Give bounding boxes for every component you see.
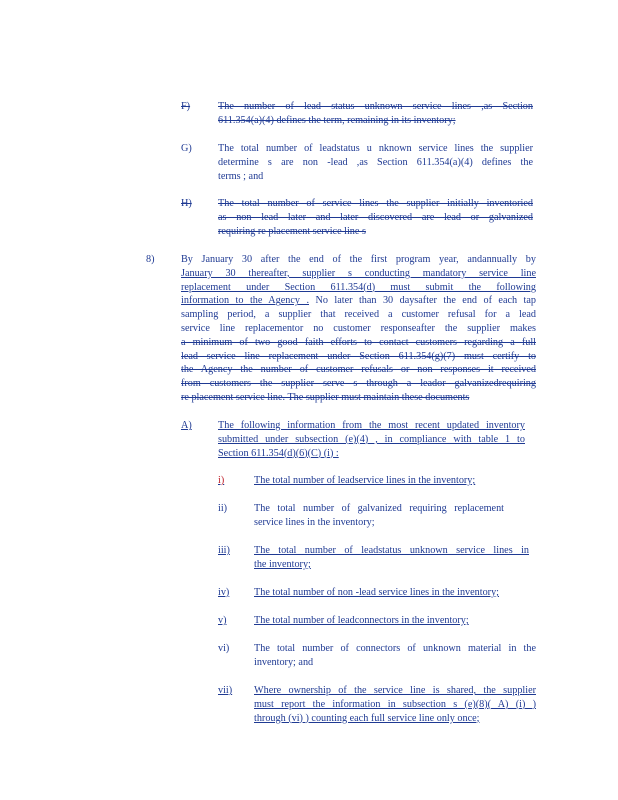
item-text-F bbox=[218, 100, 533, 128]
text-line: By January 30 after the end of the first program year, andannually by bbox=[181, 254, 536, 265]
text-line: terms ; and bbox=[218, 170, 264, 182]
item-label-v: v) bbox=[218, 615, 227, 626]
text-line: sampling period, a supplier that received a customer refusal for a lead bbox=[181, 309, 536, 321]
text-line: service lines in the inventory; bbox=[254, 516, 375, 528]
text-line: The total number of leadstatus u nknown service lines the supplier bbox=[218, 143, 533, 154]
text-fragment: No later than 30 daysafter the end of each tap bbox=[315, 295, 537, 307]
item-text-ii bbox=[254, 502, 504, 530]
item-text-G bbox=[218, 142, 533, 183]
item-label-G: G) bbox=[181, 143, 192, 154]
text-line: lead service line replacement under Section 611.354(g)(7) must certify to bbox=[181, 350, 536, 362]
text-line: inventory; and bbox=[254, 656, 314, 668]
text-line: the inventory; bbox=[254, 558, 311, 570]
text-line: replacement under Section 611.354(d) must submit the following bbox=[181, 281, 536, 293]
item-label-A: A) bbox=[181, 420, 192, 431]
text-line: submitted under subsection (e)(4) , in compliance with table 1 to bbox=[218, 433, 525, 445]
text-line: The total number of galvanized requiring replacement bbox=[254, 503, 504, 514]
text-line: must report the information in subsection s (e)(8)( A) (i) ) bbox=[254, 698, 536, 710]
item-label-iv: iv) bbox=[218, 587, 230, 598]
text-line: January 30 thereafter, supplier s conducting mandatory service line bbox=[181, 267, 536, 279]
text-line: The following information from the most recent updated inventory bbox=[218, 420, 525, 431]
item-label-iii: iii) bbox=[218, 545, 230, 556]
item-text-vii bbox=[254, 684, 536, 725]
text-line: as non lead later and later discovered are lead or galvanized bbox=[218, 211, 533, 223]
item-label-i: i) bbox=[218, 475, 225, 486]
item-label-vi: vi) bbox=[218, 643, 230, 654]
text-line: service line replacementor no customer responseafter the supplier makes bbox=[181, 322, 536, 334]
text-line: The total number of service lines the supplier initially inventoried bbox=[218, 198, 533, 209]
text-line: 611.354(a)(4) defines the term, remaining in its inventory; bbox=[218, 114, 456, 126]
item-label-vii: vii) bbox=[218, 685, 233, 696]
item-text-i bbox=[254, 474, 519, 488]
text-line: re placement service line. The supplier must maintain these documents bbox=[181, 391, 470, 403]
text-line: from customers the supplier serve s through a leador galvanizedrequiring bbox=[181, 378, 536, 390]
text-line: The total number of connectors of unknown material in the bbox=[254, 643, 536, 654]
text-line: The total number of leadservice lines in the inventory; bbox=[254, 475, 476, 486]
text-line: Where ownership of the service line is shared, the supplier bbox=[254, 685, 536, 696]
text-line: The total number of non -lead service lines in the inventory; bbox=[254, 587, 499, 598]
item-label-F: F) bbox=[181, 101, 191, 112]
text-line: Section 611.354(d)(6)(C) (i) : bbox=[218, 447, 339, 459]
item-text-iii bbox=[254, 544, 529, 572]
text-line: the Agency the number of customer refusals or non responses it received bbox=[181, 364, 536, 376]
text-line bbox=[181, 294, 536, 308]
item-label-ii: ii) bbox=[218, 503, 228, 514]
text-line: The total number of leadstatus unknown service lines in bbox=[254, 545, 529, 556]
text-line: a minimum of two good faith efforts to contact customers regarding a full bbox=[181, 336, 536, 348]
text-line: determine s are non -lead ,as Section 611.354(a)(4) defines the bbox=[218, 156, 533, 168]
text-line: The number of lead status unknown service lines ,as Section bbox=[218, 101, 533, 112]
item-text-A bbox=[218, 419, 525, 460]
text-line: The total number of leadconnectors in the inventory; bbox=[254, 615, 469, 626]
item-text-iv bbox=[254, 586, 539, 600]
text-line: requiring re placement service line s bbox=[218, 225, 366, 237]
item-label-H: H) bbox=[181, 198, 192, 209]
item-text-8 bbox=[181, 253, 536, 405]
item-text-v bbox=[254, 614, 509, 628]
item-label-8: 8) bbox=[146, 254, 155, 265]
item-text-H bbox=[218, 197, 533, 238]
text-fragment: information to the Agency . bbox=[181, 295, 309, 307]
text-line: through (vi) ) counting each full service line only once; bbox=[254, 712, 480, 724]
item-text-vi bbox=[254, 642, 536, 670]
